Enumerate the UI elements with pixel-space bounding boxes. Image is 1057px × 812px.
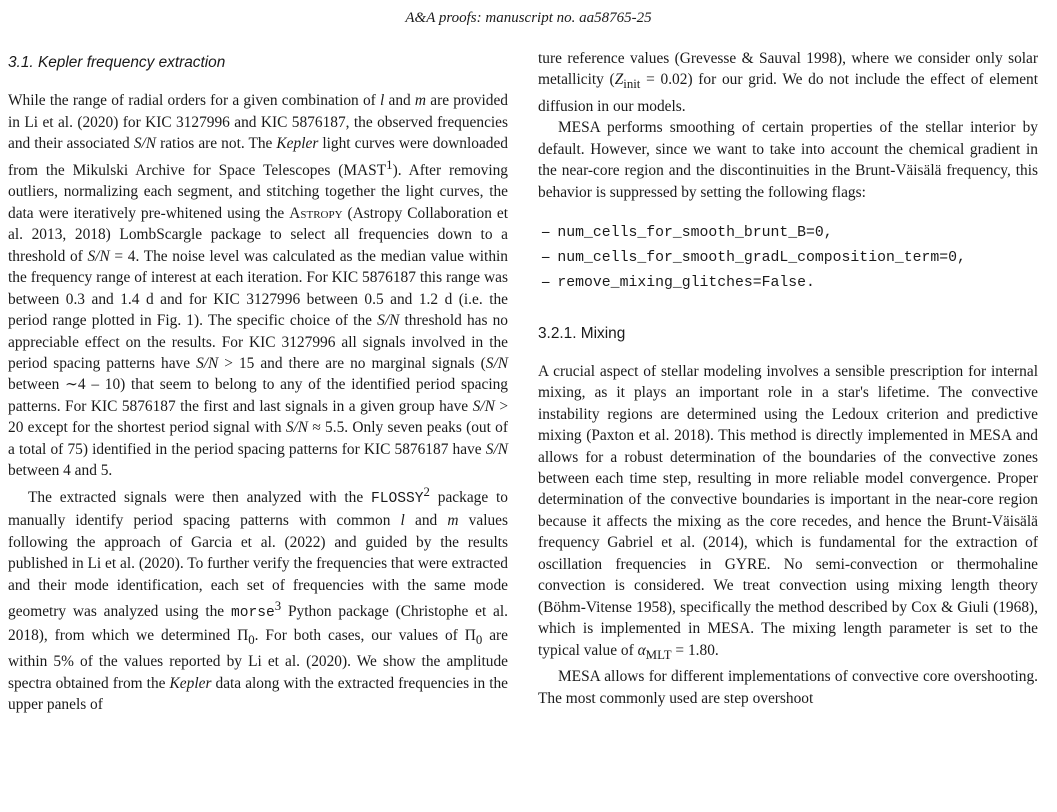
paragraph-mesa-smoothing: MESA performs smoothing of certain properties of the stellar interior by default. However, since we want to take into account the chemical gradient in the near-core region and the discontinuities in the Brunt-Väisälä frequency, this behavior is suppressed by setting the following flags: bbox=[538, 119, 1038, 201]
paragraph-flossy-analysis: The extracted signals were then analyzed with the FLOSSY$^2$ package to manually identify period spacing patterns with common l and m values following the approach of Garcia et al. (2022) and guided by the results published in Li et al. (2020). To further verify the frequencies that were extracted and their mode identification, each set of frequencies with the same mode geometry was analyzed using the morse$^3$ Python package (Christophe et al. 2018), from which we determined $\Pi_0$. For both cases, our values of $\Pi_0$ are within 5% of the values reported by Li et al. (2020). We show the amplitude spectra obtained from the Kepler data along with the extracted frequencies in the upper panels of bbox=[8, 484, 509, 714]
paragraph-metallicity: ture reference values (Grevesse & Sauval 1998), where we consider only solar metallicity $(Z_{init} = 0.02)$ for our grid. We do not include the effect of element diffusion in our models. bbox=[538, 50, 1039, 115]
paragraph-overshooting: MESA allows for different implementations of convective core overshooting. The most commonly used are step overshoot bbox=[538, 668, 1038, 707]
footnote-marker: 3 bbox=[274, 599, 282, 614]
section-title: 3.1. Kepler frequency extraction bbox=[8, 54, 226, 71]
list-item: – num_cells_for_smooth_brunt_B=0, bbox=[542, 224, 833, 242]
paragraph-frequency-extraction: While the range of radial orders for a given combination of l and m are provided in Li et al. (2020) for KIC 3127996 and KIC 5876187, the observed frequencies and their associated S/N ratios are not. The Kepler light curves were downloaded from the Mikulski Archive for Space Telescopes (MAST$^1$). After removing outliers, normalizing each segment, and stitching together the light curves, the data were iteratively pre-whitened using the Astropy (Astropy Collaboration et al. 2013, 2018) LombScargle package to select all frequencies down to a threshold of S/N = 4. The noise level was calculated as the median value within the frequency range of interest at each iteration. For KIC 5876187 this range was between 0.3 and 1.4 d and for KIC 3127996 between 0.5 and 1.2 d (i.e. the period range plotted in Fig. 1). The specific choice of the S/N threshold has no appreciable effect on the results. For KIC 3127996 all signals involved in the period spacing patterns have S/N > 15 and there are no marginal signals (S/N between ∼4 – 10) that seem to belong to any of the identified period spacing patterns. For KIC 5876187 the first and last signals in a given group have S/N > 20 except for the shortest period signal with S/N ≈ 5.5. Only seven peaks (out of a total of 75) identified in the period spacing patterns for KIC 5876187 have S/N between 4 and 5. bbox=[8, 92, 509, 480]
list-item: – num_cells_for_smooth_gradL_composition_term=0, bbox=[542, 249, 966, 267]
flags-list bbox=[538, 220, 1038, 295]
running-header: A&A proofs: manuscript no. aa58765-25 bbox=[405, 10, 652, 26]
right-column bbox=[538, 48, 1038, 709]
footnote-marker: 2 bbox=[423, 484, 430, 499]
left-column bbox=[8, 48, 508, 716]
list-item: – remove_mixing_glitches=False. bbox=[542, 274, 815, 292]
subsection-title: 3.2.1. Mixing bbox=[538, 325, 626, 343]
paragraph-mixing: A crucial aspect of stellar modeling involves a sensible prescription for internal mixing, as it plays an important role in a star's lifetime. The convective instability regions are determined using the Ledoux criterion and predictive mixing (Paxton et al. 2018). This method is directly implemented in MESA and allows for a robust determination of the boundaries of the convective zones between each time step, resulting in more reliable model convergence. Proper determination of the convective boundaries is important in the near-core region because it affects the mixing as the core recedes, and hence the Brunt-Väisälä frequency Gabriel et al. (2014), which is fundamental for the extraction of oscillation frequencies in GYRE. No semi-convection or thermohaline convection is considered. We treat convection using mixing length theory (Böhm-Vitense 1958), specifically the method described by Cox & Giuli (1968), which is implemented in MESA. The mixing length parameter is set to the typical value of $\alpha_{MLT} = 1.80$. bbox=[538, 362, 1038, 662]
footnote-marker: 1 bbox=[386, 157, 393, 172]
